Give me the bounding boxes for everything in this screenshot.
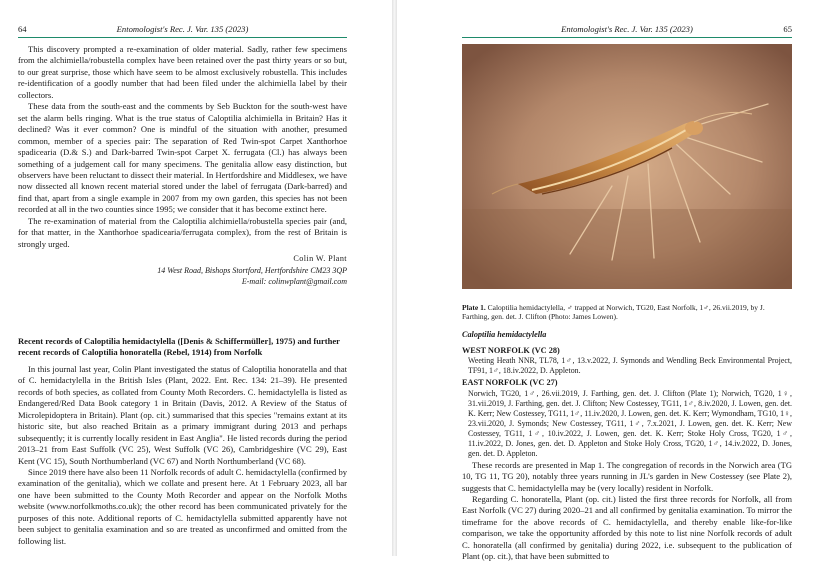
left-page: [0, 0, 392, 556]
plate-caption: [462, 303, 792, 322]
species-heading: Caloptilia hemidactylella: [462, 330, 547, 340]
journal-title: Entomologist's Rec. J. Var. 135 (2023): [116, 24, 249, 34]
right-page: [397, 0, 834, 562]
paragraph: This discovery prompted a re-examination of older material. Sadly, rather few specimens from the alchimiella/robustella complex have been retained over the past thirty years or so but, to our great surprise, those which have seem to be almost exclusively robustella. This includes re-identification of a goodly number that had been filed under the alchimiella label by their collectors.: [18, 44, 347, 100]
author-name: Colin W. Plant: [293, 254, 347, 264]
page-number: 65: [783, 24, 792, 34]
vc-heading-west: WEST NORFOLK (VC 28): [462, 345, 560, 355]
moth-photo: [462, 44, 792, 289]
article-text: [18, 336, 347, 547]
header-rule: [18, 37, 347, 38]
author-address: 14 West Road, Bishops Stortford, Hertfordshire CM23 3QP: [157, 265, 347, 275]
paragraph: The re-examination of material from the Caloptilia alchimiella/robustella species pair (and, for that matter, in the Xanthorhoe spadicearia/ferrugata complex), from the rest of Britain is strongly urged.: [18, 215, 347, 249]
records-west: Weeting Heath NNR, TL78, 1♂, 13.v.2022, J. Symonds and Wendling Beck Environmental Project, TF91, 1♂, 18.iv.2022, D. Appleton.: [468, 356, 792, 376]
author-signature: [18, 253, 347, 264]
records-east: Norwich, TG20, 1♂, 26.vii.2019, J. Farthing, gen. det. J. Clifton (Plate 1); Norwich, TG20, 1♀, 31.vii.2019, J. Farthing, gen. det. J. Clifton; New Costessey, TG11, 1♂, 8.iv.2020, J. Lowen, gen. det. K. Kerr; New Costessey, TG11, 1♂, 11.iv.2020, J. Lowen, gen. det. K. Kerr; Wymondham, TG10, 1♀, 23.vii.2020, J. Symonds; New Costessey, TG11, 1♂, 7.x.2021, J. Lowen, gen. det. K. Kerr; New Costessey, TG11, 1♂, 10.iv.2022, J. Lowen, gen. det. K. Kerr; Stoke Holy Cross, TG20, 1♂, 11.iv.2022, D. Jones, gen. det. D. Appleton and Stoke Holy Cross, TG20, 1♂, 14.iv.2022, D. Jones, gen. det. D. Appleton.: [468, 388, 792, 458]
paragraph: Regarding C. honoratella, Plant (op. cit.) listed the first three records for Norfolk, all from East Norfolk (VC 27) during 2020–21 and all confirmed by genitalia examination. To mirror the timeframe for the above records of C. hemidactylella, and thereby enable like-for-like comparison, we take the opportunity afforded by this note to list nine Norfolk records of adult C. honoratella (all confirmed by genitalia) during 2022, i.e. subsequent to the publication of Plant (op. cit.), that have been submitted to: [462, 494, 792, 562]
plate-label: Plate 1.: [462, 302, 486, 312]
moth-illustration: [462, 44, 792, 289]
vc-heading-east: EAST NORFOLK (VC 27): [462, 378, 558, 388]
paragraph: These records are presented in Map 1. The congregation of records in the Norwich area (TG 10, TG 11, TG 20), notably three years running in JL's garden in New Costessey (see Plate 2), suggests that C. hemidactylella may be (very locally) resident in Norfolk.: [462, 459, 792, 493]
page-number: 64: [18, 24, 27, 34]
intro-text: [18, 44, 347, 288]
paragraph: These data from the south-east and the comments by Seb Buckton for the south-west have set the alarm bells ringing. What is the true status of Caloptilia alchimiella in Britain? Has it declined? Was it ever common? One is mindful of the situation with another, presumed common, member of a species pair: The separation of Red Twin-spot Carpet Xanthorhoe spadicearia (D.& S.) and Dark-barred Twin-spot Carpet X. ferrugata (Cl.) has always been something of a judgement call for many specimens. The genitalia allow easy distinction, but observers have been reluctant to dissect their material. In Hertfordshire and Middlesex, we have now dissected all known recent material stored under the label of ferrugata (Dark-barred) and find that, apart from a single example in 2007 from my own garden, this species has not been recorded at all in the two counties since 1995; we consider that it has become extinct here.: [18, 101, 347, 215]
running-head: [462, 23, 792, 35]
paragraph: In this journal last year, Colin Plant investigated the status of Caloptilia honoratella and that of C. hemidactylella in the British Isles (Plant, 2022. Ent. Rec. 134: 21–39). He presented records of both species, as collated from County Moth Recorders. C. hemidactylella is listed as Endangered/Red Data Book category 1 in Britain (Davis, 2012. A Review of the Status of Microlepidoptera in Britain). Plant (op. cit.) summarised that this species "remains extant at its historic site, but also reached Britain as a primary immigrant during 2013 and perhaps subsequently; it is currently locally resident in East Anglia". He listed records during the period 2013–21 from East Suffolk (VC 25), West Suffolk (VC 26), Cambridgeshire (VC 29), East Kent (VC 15), South Northumberland (VC 67) and North Northumberland (VC 68).: [18, 363, 347, 466]
journal-title: Entomologist's Rec. J. Var. 135 (2023): [561, 24, 693, 34]
article-title: Recent records of Caloptilia hemidactylella ([Denis & Schiffermüller], 1975) and further recent records of Caloptilia honoratella (Rebel, 1914) from Norfolk: [18, 336, 340, 358]
running-head: [18, 23, 347, 35]
author-email: E-mail: colinwplant@gmail.com: [241, 277, 347, 287]
paragraph: Since 2019 there have also been 11 Norfolk records of adult C. hemidactylella (confirmed by examination of the genitalia), which we collate and present here. At 1 February 2023, all bar one have been submitted to the County Moth Recorder and appear on the Norfolk Moths website (www.norfolkmoths.co.uk); the other record has been communicated privately for the purposes of this note. Additional reports of C. hemidactylella submitted apparently have not been subject to genitalia examination and so are treated as unconfirmed and omitted from the following list.: [18, 466, 347, 546]
plate-caption-text: Caloptilia hemidactylella, ♂ trapped at Norwich, TG20, East Norfolk, 1♂, 26.vii.2019, by J. Farthing, gen. det. J. Clifton (Photo: James Lowen).: [462, 302, 765, 322]
header-rule: [462, 37, 792, 38]
right-text: [462, 295, 792, 563]
